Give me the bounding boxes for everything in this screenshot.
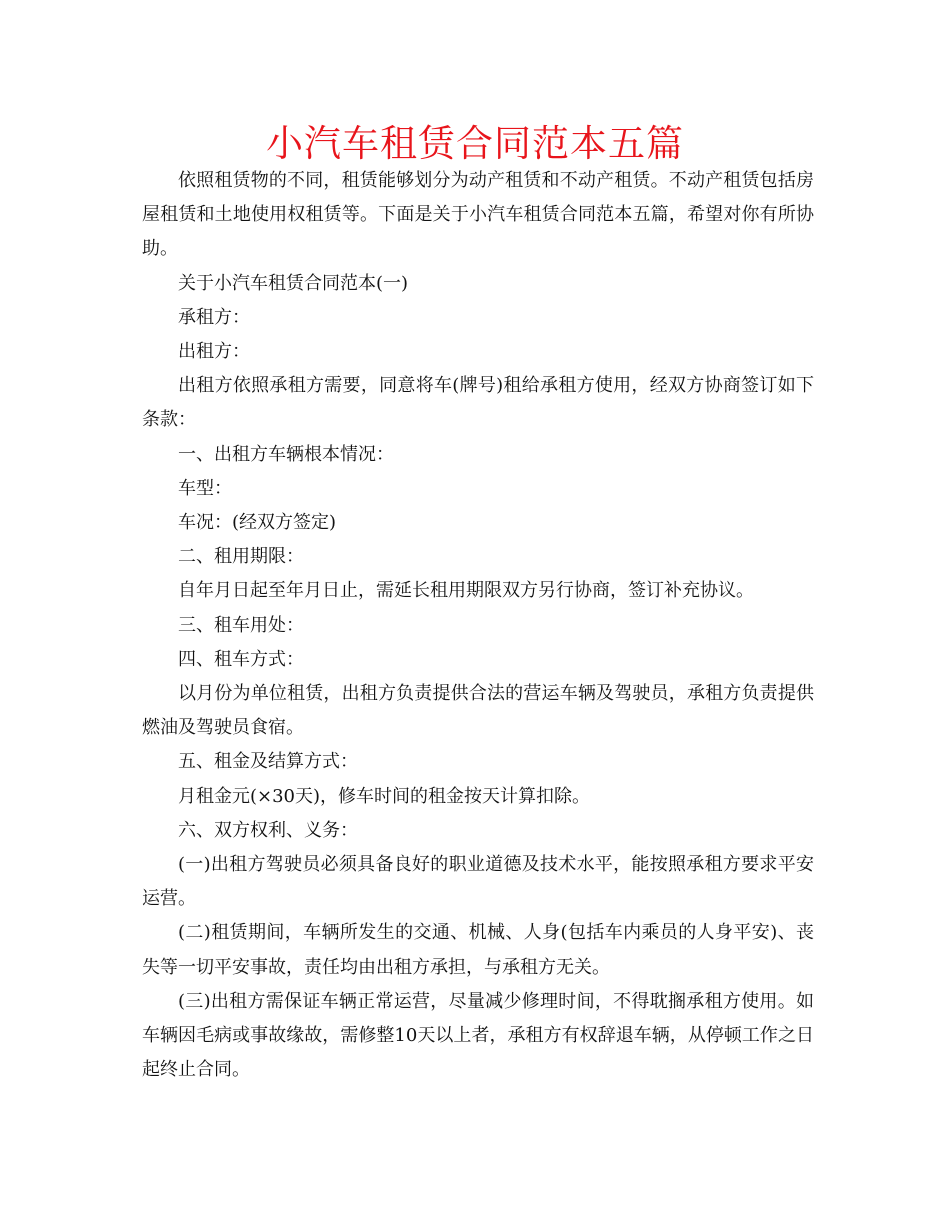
document-body bbox=[142, 164, 814, 1087]
paragraph-term: 自年月日起至年月日止，需延长租用期限双方另行协商，签订补充协议。 bbox=[178, 580, 754, 602]
section-heading-1: 一、出租方车辆根本情况： bbox=[178, 443, 394, 465]
section-heading-5: 五、租金及结算方式： bbox=[178, 751, 358, 773]
paragraph-intro: 依照租赁物的不同，租赁能够划分为动产租赁和不动产租赁。不动产租赁包括房屋租赁和土地使用权租赁等。下面是关于小汽车租赁合同范本五篇，希望对你有所协助。 bbox=[142, 170, 814, 260]
paragraph-preamble: 出租方依照承租方需要，同意将车(牌号)租给承租方使用，经双方协商签订如下条款： bbox=[142, 375, 814, 431]
paragraph-rent: 月租金元(×30天)，修车时间的租金按天计算扣除。 bbox=[178, 785, 591, 807]
paragraph-car-condition: 车况：(经双方签定) bbox=[178, 512, 337, 534]
paragraph-clause-3: (三)出租方需保证车辆正常运营，尽量减少修理时间，不得耽搁承租方使用。如车辆因毛病或事故缘故，需修整10天以上者，承租方有权辞退车辆，从停顿工作之日起终止合同。 bbox=[142, 990, 814, 1081]
section-heading-2: 二、租用期限： bbox=[178, 546, 304, 568]
paragraph-lessor: 出租方： bbox=[178, 341, 250, 363]
paragraph-lessee: 承租方： bbox=[178, 306, 250, 328]
section-heading-3: 三、租车用处： bbox=[178, 614, 304, 636]
document-title: 小汽车租赁合同范本五篇 bbox=[266, 122, 684, 165]
paragraph-car-model: 车型： bbox=[178, 477, 232, 499]
paragraph-contract-heading: 关于小汽车租赁合同范本(一) bbox=[178, 272, 409, 294]
paragraph-clause-2: (二)租赁期间，车辆所发生的交通、机械、人身(包括车内乘员的人身平安)、丧失等一切平安事故，责任均由出租方承担，与承租方无关。 bbox=[142, 922, 814, 978]
section-heading-4: 四、租车方式： bbox=[178, 648, 304, 670]
section-heading-6: 六、双方权利、义务： bbox=[178, 819, 358, 841]
paragraph-clause-1: (一)出租方驾驶员必须具备良好的职业道德及技术水平，能按照承租方要求平安运营。 bbox=[142, 854, 814, 910]
paragraph-rental-method: 以月份为单位租赁，出租方负责提供合法的营运车辆及驾驶员，承租方负责提供燃油及驾驶员食宿。 bbox=[142, 683, 814, 739]
